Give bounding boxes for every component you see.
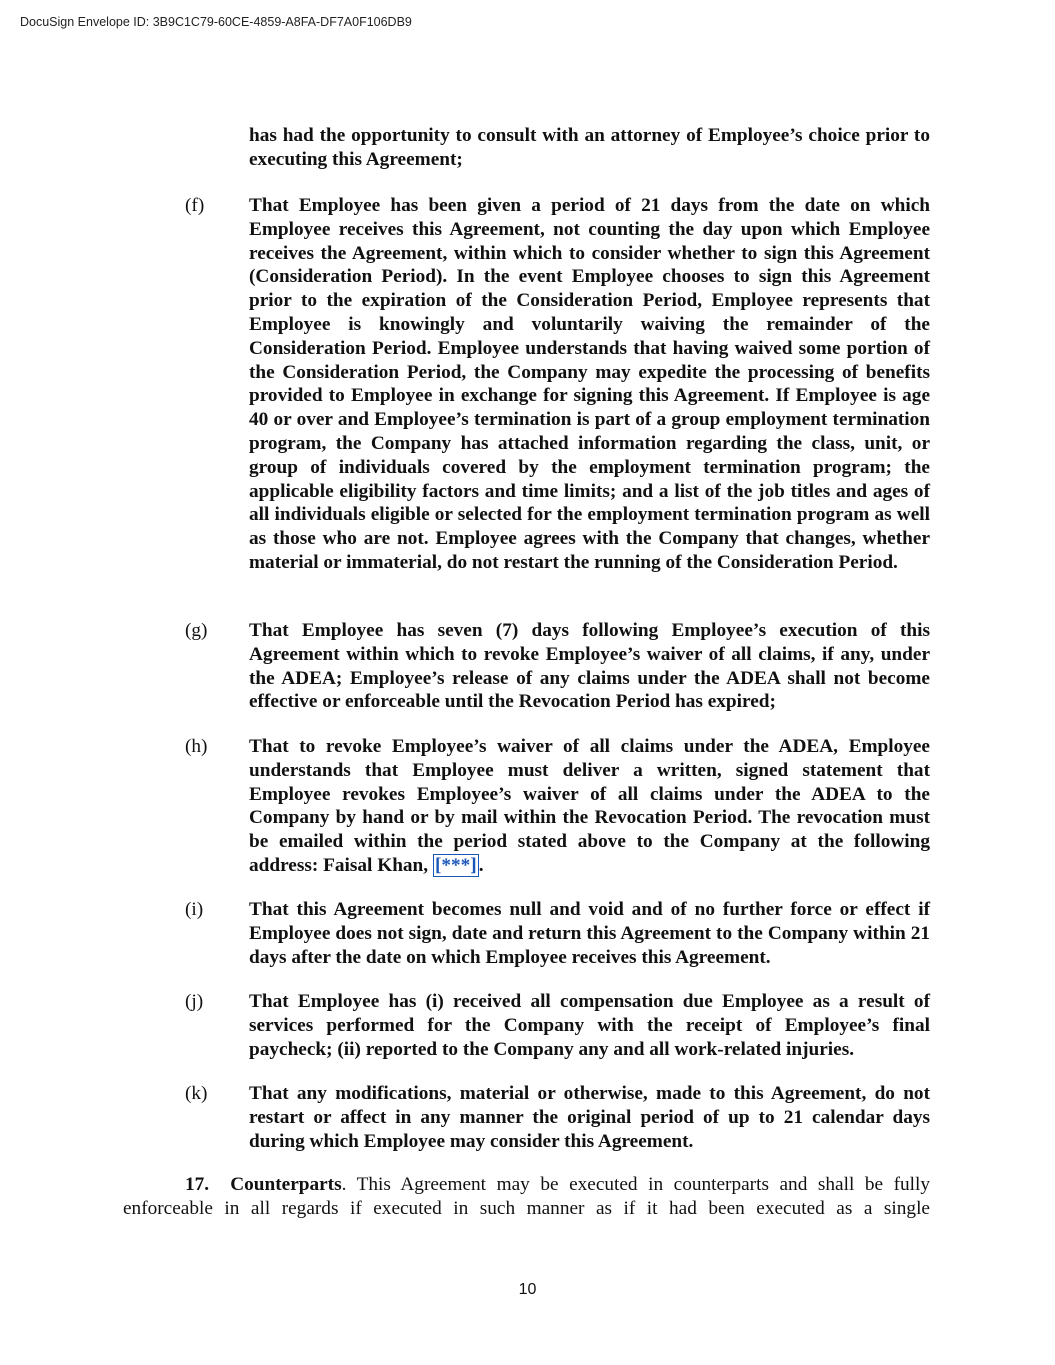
section-body: . This Agreement may be executed in counterparts and shall be fully enforceable in all regards if executed in such manner as if it had been executed as a single [123, 1174, 931, 1219]
section-number: 17. [185, 1174, 210, 1195]
list-item-f [185, 194, 930, 575]
item-text-container [249, 735, 930, 878]
item-text: That to revoke Employee’s waiver of all claims under the ADEA, Employee understands that Employee must deliver a written, signed statement that Employee revokes Employee’s waiver of all claims under the ADEA to the Company by hand or by mail within the Revocation Period. The revocation must be emailed within the period stated above to the Company at the following address: Faisal Khan, [249, 736, 930, 876]
item-label: (h) [185, 736, 208, 757]
redacted-email-link[interactable]: [***] [434, 854, 477, 876]
item-suffix: . [478, 854, 484, 876]
item-label: (k) [185, 1083, 208, 1104]
list-item-i [185, 898, 930, 969]
section-17-counterparts [123, 1173, 930, 1221]
envelope-id: DocuSign Envelope ID: 3B9C1C79-60CE-4859-A8FA-DF7A0F106DB9 [20, 15, 412, 29]
item-label: (f) [185, 195, 205, 216]
item-text: That any modifications, material or otherwise, made to this Agreement, do not restart or affect in any manner the original period of up to 21 calendar days during which Employee may consider this Agreement. [249, 1083, 930, 1152]
item-text: That Employee has seven (7) days following Employee’s execution of this Agreement within which to revoke Employee’s waiver of all claims, if any, under the ADEA; Employee’s release of any claims under the ADEA shall not become effective or enforceable until the Revocation Period has expired; [249, 620, 930, 713]
item-text: That Employee has been given a period of 21 days from the date on which Employee receives this Agreement, not counting the day upon which Employee receives the Agreement, within which to consider whether to sign this Agreement (Consideration Period). In the event Employee chooses to sign this Agreement prior to the expiration of the Consideration Period, Employee represents that Employee is knowingly and voluntarily waiving the remainder of the Consideration Period. Employee understands that having waived some portion of the Consideration Period, the Company may expedite the processing of benefits provided to Employee in exchange for signing this Agreement. If Employee is age 40 or over and Employee’s termination is part of a group employment termination program, the Company has attached information regarding the class, unit, or group of individuals covered by the employment termination program; the applicable eligibility factors and time limits; and a list of the job titles and ages of all individuals eligible or selected for the employment termination program as well as those who are not. Employee agrees with the Company that changes, whether material or immaterial, do not restart the running of the Consideration Period. [249, 195, 930, 573]
list-item-h [185, 735, 930, 878]
item-label: (g) [185, 620, 208, 641]
list-item-k [185, 1082, 930, 1153]
page-number: 10 [518, 1281, 537, 1298]
continuation-paragraph: has had the opportunity to consult with an attorney of Employee’s choice prior to executing this Agreement; [249, 125, 930, 170]
list-item-j [185, 990, 930, 1061]
item-label: (i) [185, 899, 204, 920]
item-text: That this Agreement becomes null and void and of no further force or effect if Employee does not sign, date and return this Agreement to the Company within 21 days after the date on which Employee receives this Agreement. [249, 899, 930, 968]
section-heading: Counterparts [230, 1174, 342, 1195]
item-text: That Employee has (i) received all compensation due Employee as a result of services performed for the Company with the receipt of Employee’s final paycheck; (ii) reported to the Company any and all work-related injuries. [249, 991, 930, 1060]
item-label: (j) [185, 991, 204, 1012]
list-item-g [185, 619, 930, 714]
